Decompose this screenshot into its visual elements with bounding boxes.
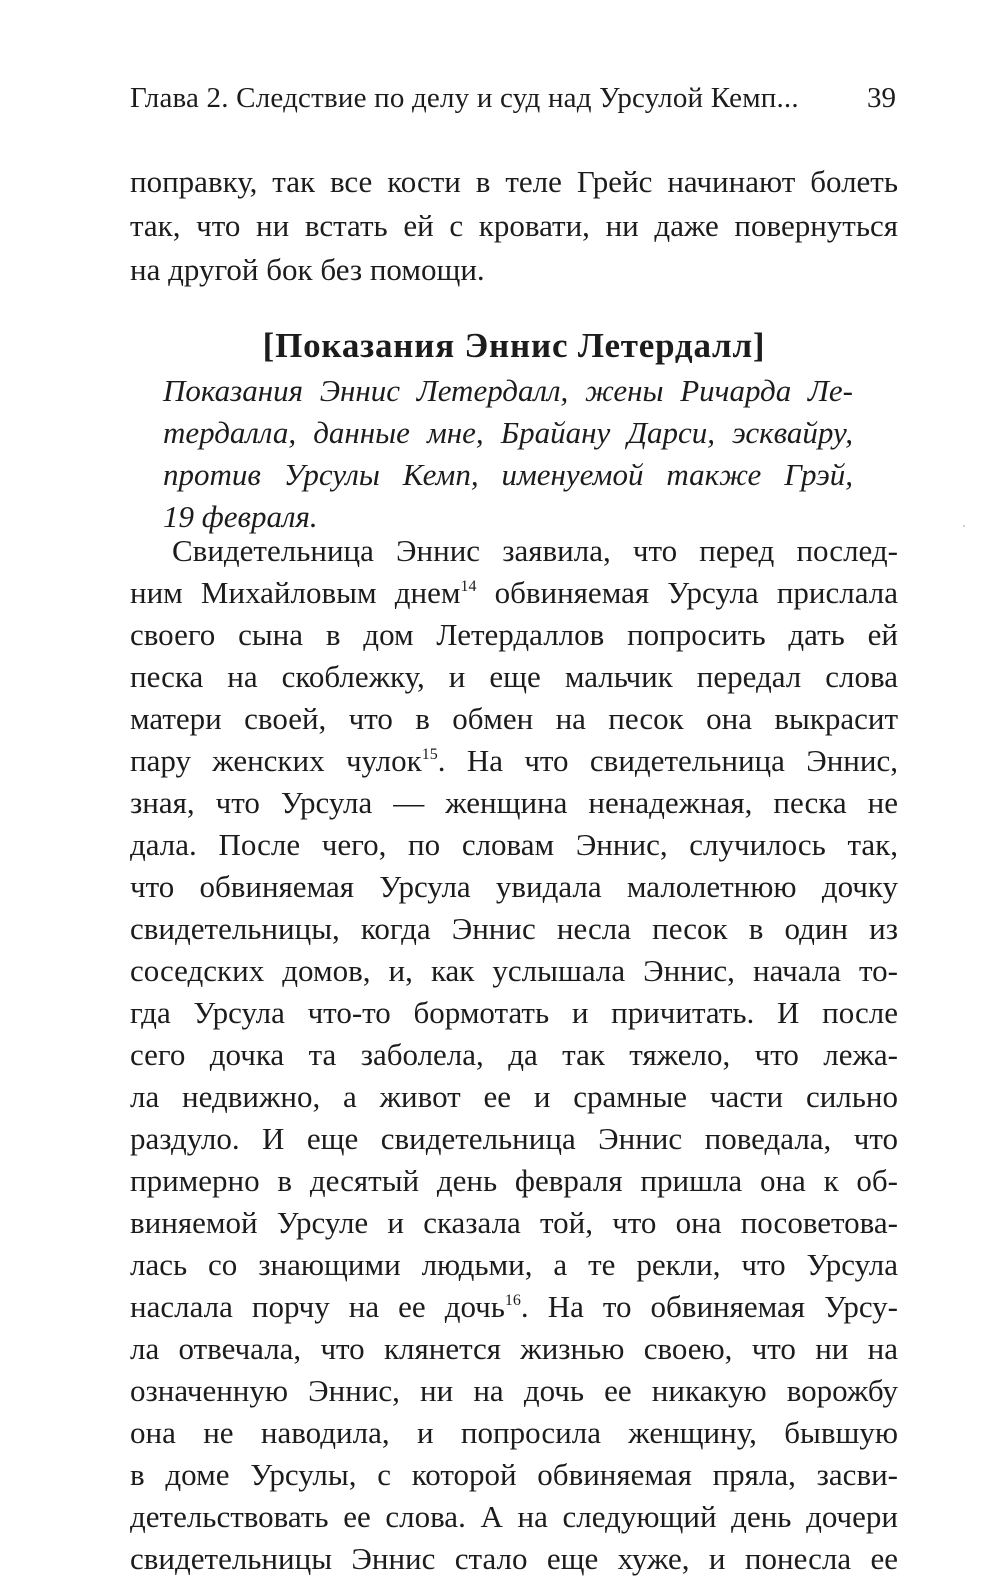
scan-speck <box>963 525 965 527</box>
subtitle-line: Показания Эннис Летердалл, жены Ричарда Ле- <box>163 373 853 408</box>
text-line: сего дочка та заболела, да так тяжело, что лежа- <box>130 1037 898 1072</box>
text-line: виняемой Урсуле и сказала той, что она посоветова- <box>130 1205 898 1240</box>
page-number: 39 <box>867 82 896 114</box>
text-line: примерно в десятый день февраля пришла она к об- <box>130 1163 898 1198</box>
text-line: детельствовать ее слова. А на следующий день дочери <box>130 1499 898 1534</box>
text-line: пару женских чулок$^{15}$. На что свидетельница Эннис, <box>130 743 898 778</box>
text-line: она не наводила, и попросила женщину, бывшую <box>130 1415 898 1450</box>
text-line: соседских домов, и, как услышала Эннис, начала то- <box>130 953 898 988</box>
subtitle-line: тердалла, данные мне, Брайану Дарси, эсквайру, <box>163 415 853 450</box>
text-line: ла недвижно, а живот ее и срамные части сильно <box>130 1079 898 1114</box>
text-line: ла отвечала, что клянется жизнью своею, что ни на <box>130 1331 898 1366</box>
text-line: свидетельницы Эннис стало еще хуже, и понесла ее <box>130 1541 898 1576</box>
subtitle-line: 19 февраля. <box>163 499 318 534</box>
intro-paragraph <box>130 160 898 292</box>
footnote-ref-16: 16 <box>504 1292 521 1309</box>
subtitle-line: против Урсулы Кемп, именуемой также Грэй, <box>163 457 853 492</box>
text-line: зная, что Урсула — женщина ненадежная, песка не <box>130 785 898 820</box>
text-line: Свидетельница Эннис заявила, что перед послед- <box>172 533 898 568</box>
text-line: что обвиняемая Урсула увидала малолетнюю дочку <box>130 869 898 904</box>
body-paragraph <box>130 530 898 1580</box>
text-line: наслала порчу на ее дочь$^{16}$. На то обвиняемая Урсу- <box>130 1289 898 1324</box>
text-line: лась со знающими людьми, а те рекли, что Урсула <box>130 1247 898 1282</box>
text-line: песка на скоблежку, и еще мальчик передал слова <box>130 659 898 694</box>
text-line: поправку, так все кости в теле Грейс начинают болеть <box>130 164 898 199</box>
text-line: раздуло. И еще свидетельница Эннис поведала, что <box>130 1121 898 1156</box>
text-line: так, что ни встать ей с кровати, ни даже повернуться <box>130 208 898 243</box>
text-line: ним Михайловым днем$^{14}$ обвиняемая Урсула прислала <box>130 575 898 610</box>
text-line: свидетельницы, когда Эннис несла песок в один из <box>130 911 898 946</box>
text-line: матери своей, что в обмен на песок она выкрасит <box>130 701 898 736</box>
text-line: в доме Урсулы, с которой обвиняемая пряла, засви- <box>130 1457 898 1492</box>
text-line: на другой бок без помощи. <box>130 252 485 287</box>
text-line: гда Урсула что-то бормотать и причитать. И после <box>130 995 898 1030</box>
section-heading: [Показания Эннис Летердалл] <box>262 326 766 365</box>
text-line: своего сына в дом Летердаллов попросить дать ей <box>130 617 898 652</box>
footnote-ref-14: 14 <box>460 578 477 595</box>
text-line: означенную Эннис, ни на дочь ее никакую ворожбу <box>130 1373 898 1408</box>
chapter-title: Глава 2. Следствие по делу и суд над Урсулой Кемп... <box>130 82 799 114</box>
running-head <box>130 78 900 118</box>
footnote-ref-15: 15 <box>421 746 438 763</box>
text-line: дала. После чего, по словам Эннис, случилось так, <box>130 827 898 862</box>
section-subtitle <box>163 370 853 538</box>
